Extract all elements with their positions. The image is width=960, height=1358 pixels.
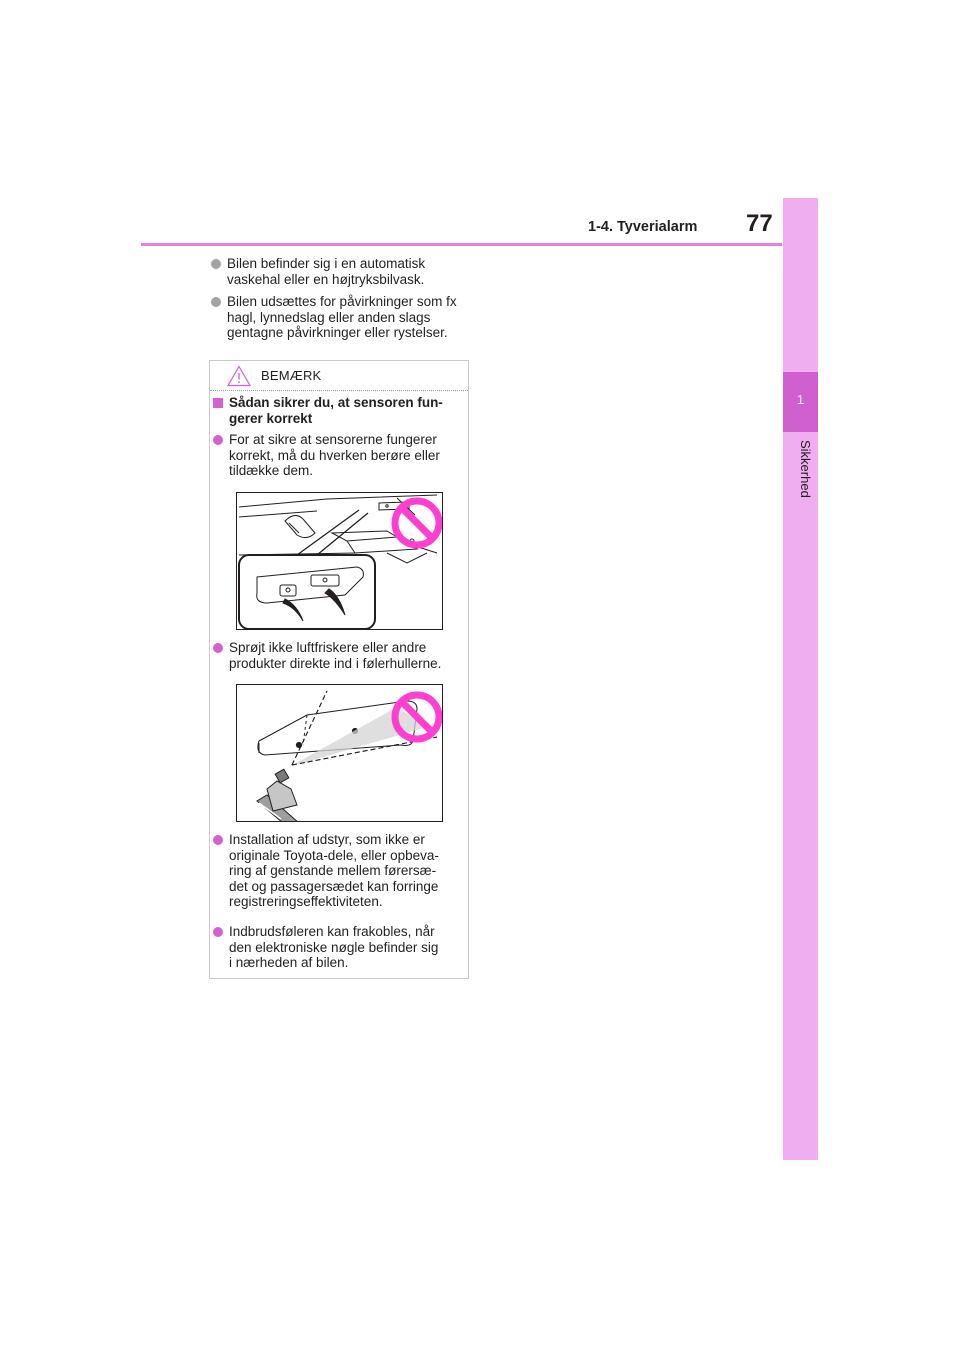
- chapter-number: 1: [796, 392, 805, 407]
- note-box: [209, 360, 469, 979]
- header-divider: [141, 243, 782, 246]
- list-item-text: Bilen udsættes for påvirkninger som fx hagl, lynnedslag eller anden slags gentagne påvirkninger eller rystelser.: [227, 294, 457, 340]
- list-item-text: For at sikre at sensorerne fungerer korrekt, må du hverken berøre eller tildække dem.: [229, 432, 440, 478]
- bullet-icon: [211, 297, 221, 307]
- warning-triangle-icon: [227, 365, 251, 387]
- list-item-text: Bilen befinder sig i en automatisk vaskehal eller en højtryksbilvask.: [227, 256, 426, 287]
- bullet-icon: [213, 435, 223, 445]
- bullet-icon: [213, 927, 223, 937]
- note-header: [210, 361, 468, 390]
- chapter-label: Sikkerhed: [798, 440, 813, 498]
- list-item-text: Sprøjt ikke luftfriskere eller andre produkter direkte ind i følerhullerne.: [229, 640, 442, 671]
- note-divider: [210, 390, 468, 391]
- sensor-touch-illustration: [236, 492, 443, 630]
- note-title: BEMÆRK: [261, 368, 322, 383]
- page-number: 77: [746, 210, 773, 237]
- note-subheading: [213, 395, 443, 426]
- spray-can-icon: [257, 769, 299, 822]
- chapter-side-tab: [783, 198, 818, 1160]
- list-item-text: Indbrudsføleren kan frakobles, når den elektroniske nøgle befinder sig i nærheden af bilen.: [229, 924, 439, 970]
- square-bullet-icon: [213, 398, 223, 408]
- sensor-touch-illustration-art: [237, 493, 443, 630]
- list-item-text: Installation af udstyr, som ikke er originale Toyota-dele, eller opbeva- ring af genstande mellem førersæ- det og passagersædet kan forringe registreringseffektiviteten.: [229, 832, 439, 909]
- bullet-icon: [211, 259, 221, 269]
- prohibition-icon: [395, 501, 439, 545]
- note-subheading-text: Sådan sikrer du, at sensoren fun- gerer korrekt: [229, 395, 443, 426]
- list-item: [211, 256, 425, 287]
- section-title: 1-4. Tyverialarm: [588, 219, 698, 235]
- spray-can-illustration: [236, 684, 443, 822]
- bullet-icon: [213, 835, 223, 845]
- spray-can-illustration-art: [237, 685, 443, 822]
- list-item: [213, 832, 439, 910]
- list-item: [213, 640, 441, 671]
- list-item: [211, 294, 457, 341]
- list-item: [213, 924, 438, 971]
- bullet-icon: [213, 643, 223, 653]
- list-item: [213, 432, 440, 479]
